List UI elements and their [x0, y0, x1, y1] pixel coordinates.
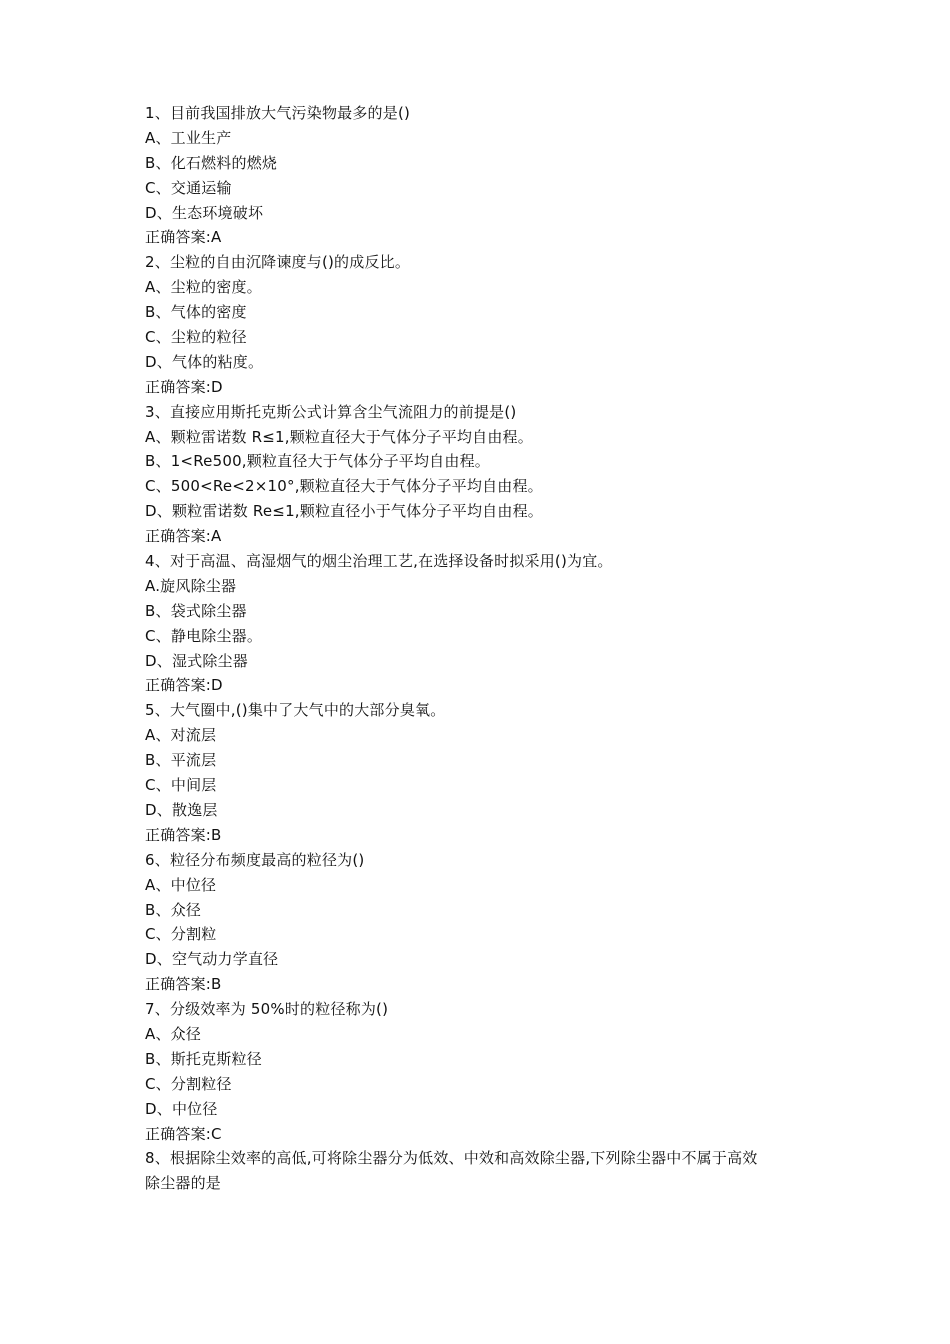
- option-a: A、工业生产: [145, 128, 232, 147]
- option-c: C、静电除尘器。: [145, 626, 263, 645]
- option-d: D、生态环境破坏: [145, 203, 264, 222]
- option-d: D、湿式除尘器: [145, 651, 248, 670]
- option-a: A、颗粒雷诺数 R≤1,颗粒直径大于气体分子平均自由程。: [145, 427, 533, 446]
- option-c: C、中间层: [145, 776, 217, 795]
- option-c: C、500<Re<2×10°,颗粒直径大于气体分子平均自由程。: [145, 477, 543, 496]
- question-5: 5、大气圈中,()集中了大气中的大部分臭氧。: [145, 701, 446, 720]
- answer-1: 正确答案:A: [145, 228, 222, 247]
- option-b: B、斯托克斯粒径: [145, 1049, 262, 1068]
- answer-2: 正确答案:D: [145, 377, 223, 396]
- question-list: [145, 101, 825, 1196]
- option-d: D、中位径: [145, 1099, 218, 1118]
- option-b: B、平流层: [145, 751, 217, 770]
- answer-6: 正确答案:B: [145, 975, 222, 994]
- answer-7: 正确答案:C: [145, 1124, 222, 1143]
- option-b: B、气体的密度: [145, 303, 247, 322]
- question-2: 2、尘粒的自由沉降谏度与()的成反比。: [145, 253, 411, 272]
- option-b: B、众径: [145, 900, 202, 919]
- question-8-continued: 除尘器的是: [145, 1174, 222, 1193]
- option-b: B、化石燃料的燃烧: [145, 153, 278, 172]
- option-b: B、袋式除尘器: [145, 601, 247, 620]
- question-3: 3、直接应用斯托克斯公式计算含尘气流阻力的前提是(): [145, 402, 517, 421]
- option-a: A.旋风除尘器: [145, 576, 237, 595]
- answer-3: 正确答案:A: [145, 527, 222, 546]
- option-d: D、气体的粘度。: [145, 352, 264, 371]
- option-d: D、散逸层: [145, 800, 218, 819]
- option-d: D、空气动力学直径: [145, 950, 279, 969]
- option-b: B、1<Re500,颗粒直径大于气体分子平均自由程。: [145, 452, 490, 471]
- question-7: 7、分级效率为 50%时的粒径称为(): [145, 1000, 389, 1019]
- question-6: 6、粒径分布频度最高的粒径为(): [145, 850, 365, 869]
- option-a: A、中位径: [145, 875, 217, 894]
- option-a: A、对流层: [145, 726, 217, 745]
- question-8: 8、根据除尘效率的高低,可将除尘器分为低效、中效和高效除尘器,下列除尘器中不属于高效: [145, 1149, 758, 1168]
- option-c: C、分割粒径: [145, 1074, 232, 1093]
- question-1: 1、目前我国排放大气污染物最多的是(): [145, 104, 411, 122]
- option-d: D、颗粒雷诺数 Re≤1,颗粒直径小于气体分子平均自由程。: [145, 502, 543, 521]
- answer-4: 正确答案:D: [145, 676, 223, 695]
- option-c: C、分割粒: [145, 925, 217, 944]
- option-c: C、尘粒的粒径: [145, 328, 247, 347]
- option-a: A、尘粒的密度。: [145, 278, 262, 297]
- option-c: C、交通运输: [145, 178, 232, 197]
- option-a: A、众径: [145, 1024, 202, 1043]
- question-4: 4、对于高温、高湿烟气的烟尘治理工艺,在选择设备时拟采用()为宜。: [145, 552, 613, 571]
- answer-5: 正确答案:B: [145, 825, 222, 844]
